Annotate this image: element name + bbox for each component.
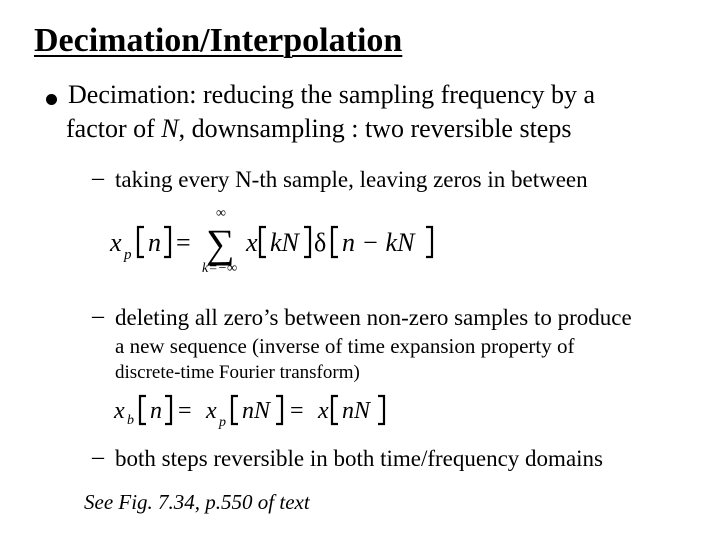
eq1-sum-symbol: ∑ xyxy=(206,221,235,266)
subitem-1-text: taking every N-th sample, leaving zeros in between xyxy=(115,167,588,192)
eq1-bracket-close-2 xyxy=(304,227,310,257)
eq2-n: n xyxy=(150,398,162,424)
bullet-line-2 xyxy=(66,114,571,144)
reference-note: See Fig. 7.34, p.550 of text xyxy=(84,490,310,514)
bullet-line-2-var: N xyxy=(161,114,179,143)
bullet-line-2-post: , downsampling : two reversible steps xyxy=(178,114,572,143)
eq1-x: x xyxy=(110,228,122,257)
eq1-bracket-open-3 xyxy=(332,227,338,257)
bullet-line-2-pre: factor of xyxy=(66,114,162,143)
eq2-x-b: x xyxy=(114,398,125,424)
bullet-line-1: Decimation: reducing the sampling frequency by a xyxy=(68,80,596,109)
eq2-sub-p: p xyxy=(219,415,226,430)
eq1-bracket-open-2 xyxy=(260,227,266,257)
eq1-delta: δ xyxy=(314,228,327,257)
equation-1 xyxy=(108,205,448,277)
subitem-2-line-2: a new sequence (inverse of time expansion property of xyxy=(115,334,575,358)
eq2-x-p: x xyxy=(206,398,217,424)
subitem-3-text: both steps reversible in both time/frequency domains xyxy=(115,446,603,471)
eq2-equals-1: = xyxy=(178,398,192,424)
eq1-bracket-open-1 xyxy=(138,227,144,257)
eq2-bracket-close-2 xyxy=(276,396,282,424)
eq2-nN-2: nN xyxy=(342,398,371,424)
eq2-bracket-open-3 xyxy=(332,396,338,424)
eq1-upper-limit: ∞ xyxy=(216,206,226,221)
eq1-bracket-close-1 xyxy=(164,227,170,257)
bullet-marker xyxy=(46,94,57,105)
subitem-dash-1: – xyxy=(92,165,104,191)
eq2-nN-1: nN xyxy=(242,398,271,424)
eq1-equals: = xyxy=(176,228,191,257)
eq1-x2: x xyxy=(246,228,258,257)
eq2-bracket-close-3 xyxy=(378,396,384,424)
eq2-sub-b: b xyxy=(127,413,134,428)
eq1-bracket-close-3 xyxy=(426,227,432,257)
eq2-x: x xyxy=(318,398,329,424)
subitem-2-line-1: deleting all zero’s between non-zero samples to produce xyxy=(115,305,632,330)
subitem-dash-3: – xyxy=(92,444,104,470)
eq1-sub-p: p xyxy=(124,247,132,263)
eq2-bracket-open-2 xyxy=(232,396,238,424)
page-title: Decimation/Interpolation xyxy=(34,22,403,59)
subitem-2-line-3: discrete-time Fourier transform) xyxy=(115,362,360,383)
eq1-kN: kN xyxy=(270,228,299,257)
subitem-dash-2: – xyxy=(92,303,104,329)
eq2-bracket-open-1 xyxy=(140,396,146,424)
eq2-bracket-close-1 xyxy=(165,396,171,424)
equation-2 xyxy=(112,390,402,430)
eq1-n: n xyxy=(148,228,161,257)
eq2-equals-2: = xyxy=(290,398,304,424)
eq1-lower-limit: k=−∞ xyxy=(202,261,238,276)
eq1-n-minus-kN: n − kN xyxy=(342,228,415,257)
